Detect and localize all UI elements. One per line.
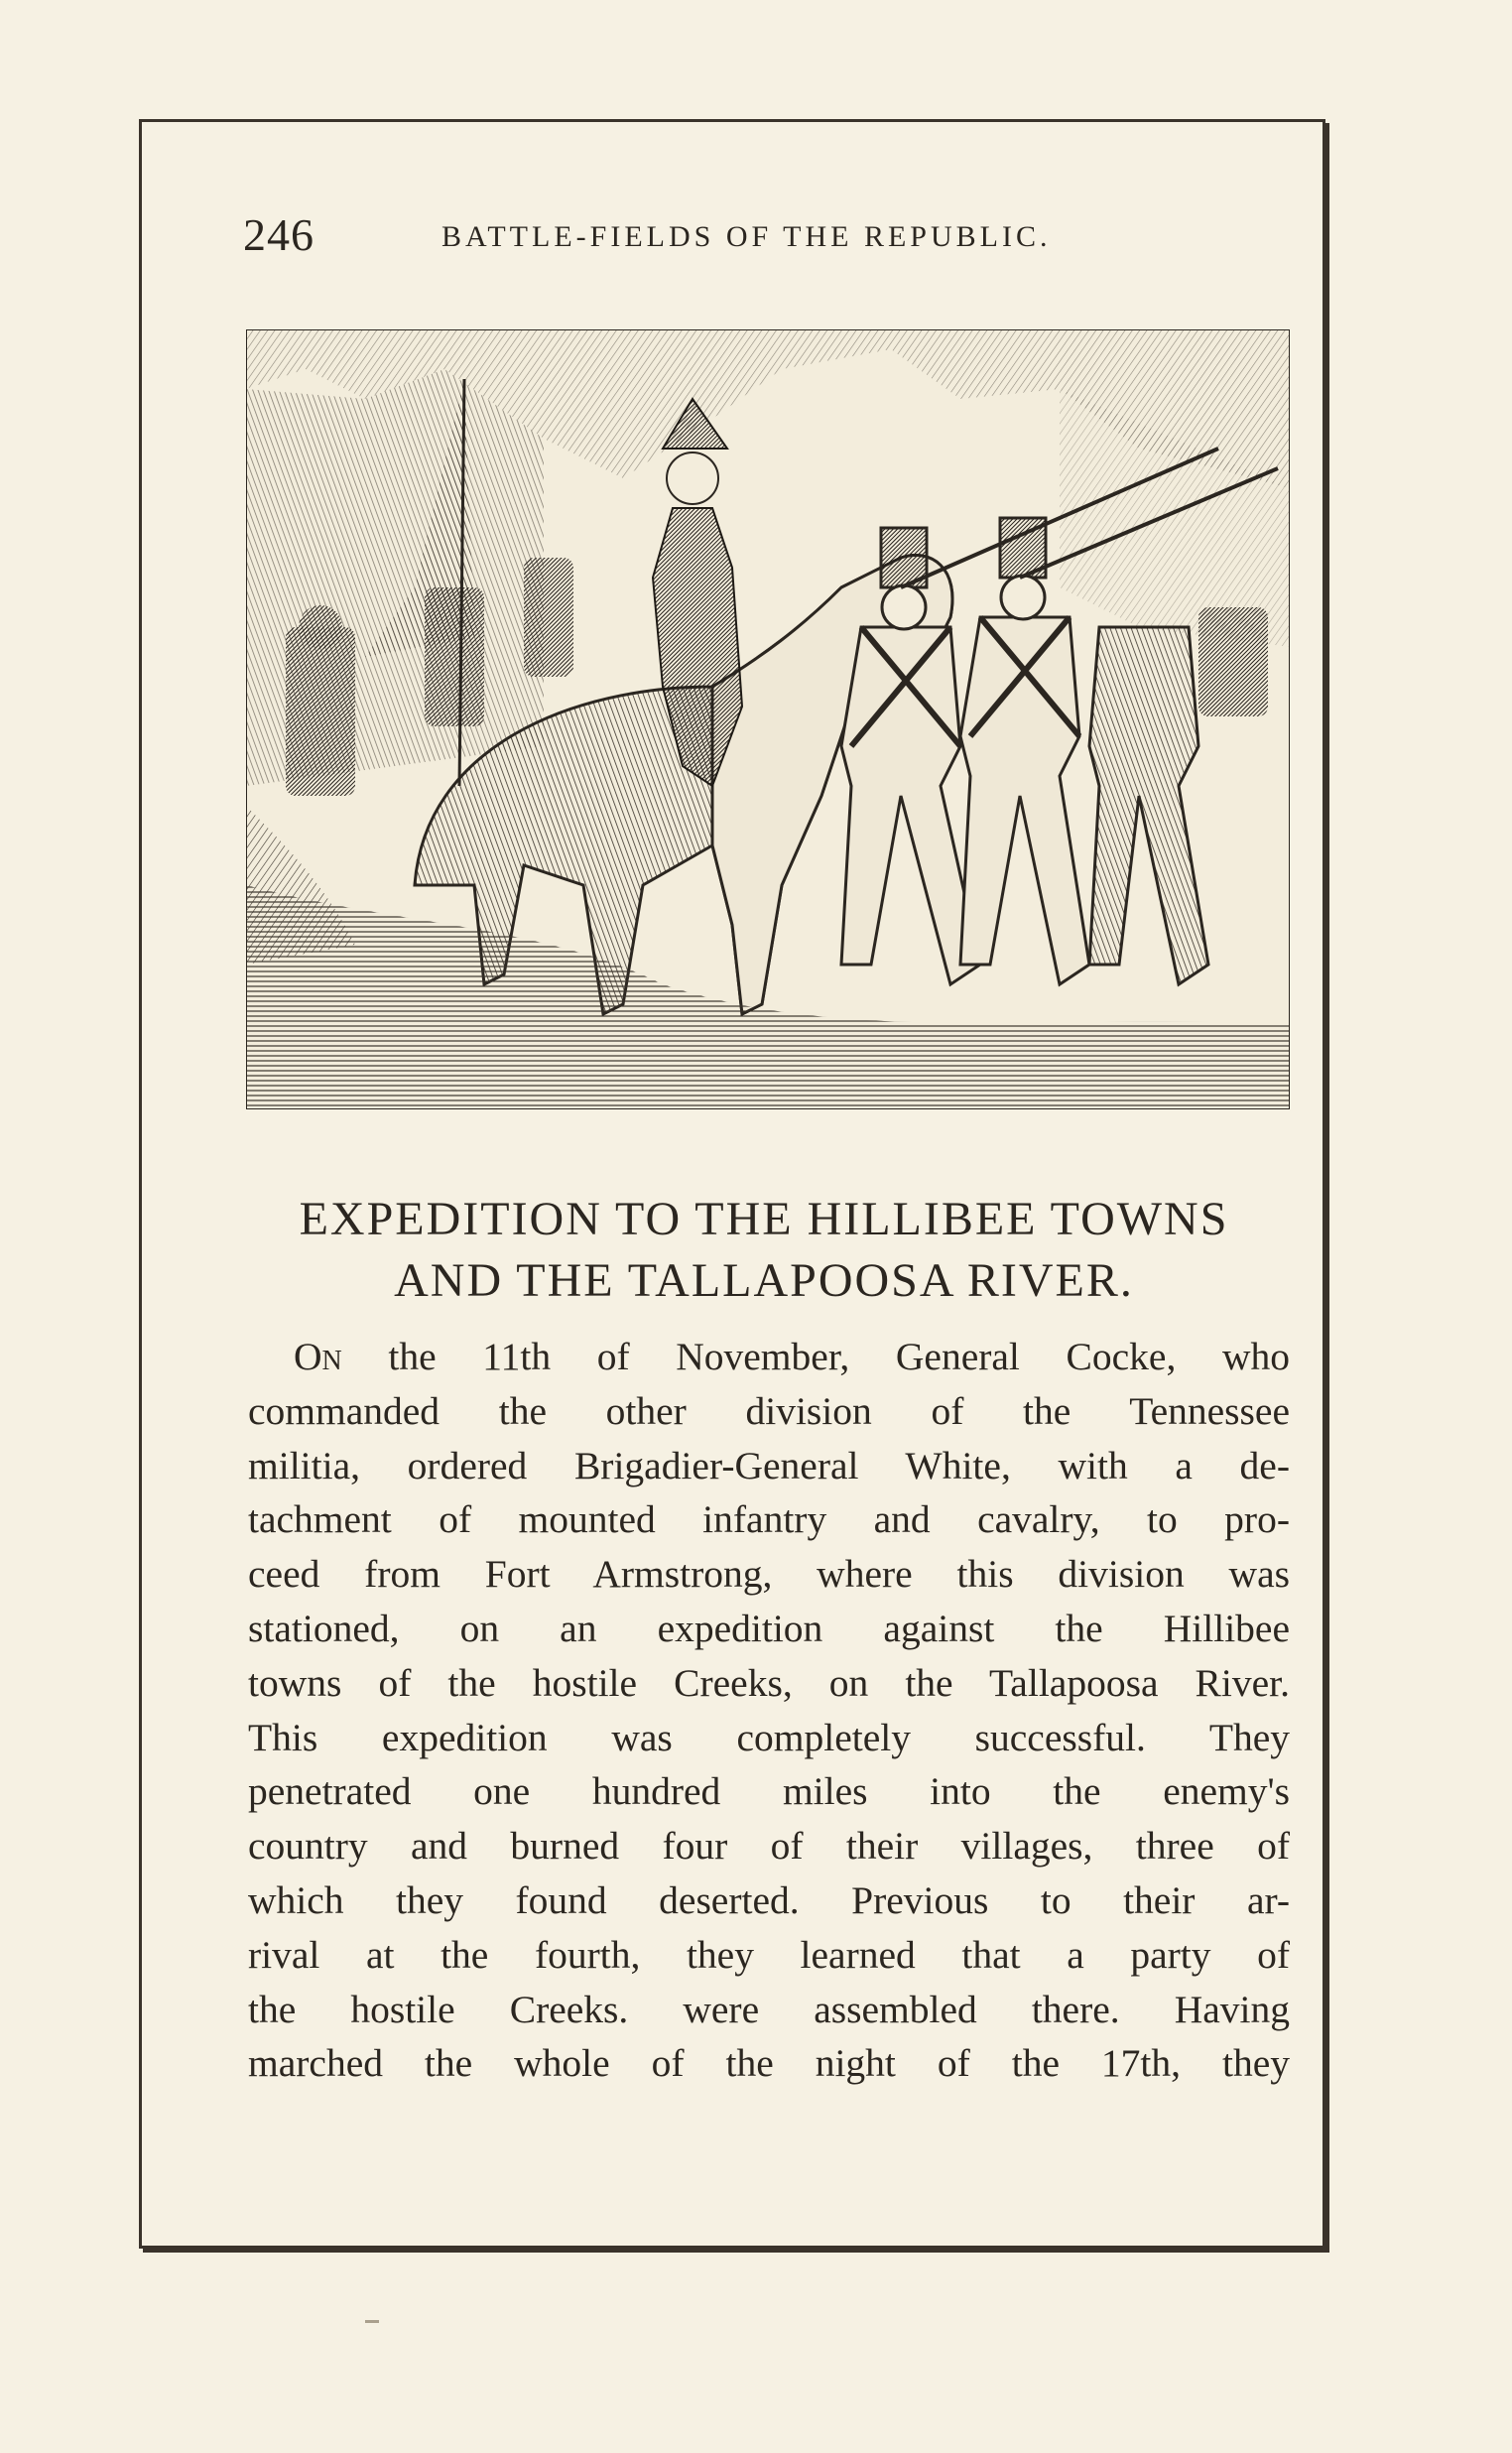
body-line: rival at the fourth, they learned that a party of [248, 1932, 1290, 1977]
body-line: commanded the other division of the Tennessee [248, 1388, 1290, 1433]
body-line: marched the whole of the night of the 17th, they [248, 2041, 1290, 2086]
chapter-title-line-1: EXPEDITION TO THE HILLIBEE TOWNS [299, 1193, 1229, 1245]
body-line: militia, ordered Brigadier-General White, with a de- [248, 1443, 1290, 1487]
body-line: stationed, on an expedition against the Hillibee [248, 1606, 1290, 1650]
engraving-mounted-officer-with-marching-soldiers-icon [246, 329, 1290, 1109]
body-line: towns of the hostile Creeks, on the Tallapoosa River. [248, 1660, 1290, 1705]
body-line: country and burned four of their villages, three of [248, 1824, 1290, 1869]
body-line: On the 11th of November, General Cocke, who [294, 1335, 1291, 1378]
chapter-title [228, 1189, 1300, 1312]
running-head [243, 208, 1285, 268]
body-line: penetrated one hundred miles into the enemy's [248, 1769, 1290, 1814]
chapter-title-line-2: AND THE TALLAPOOSA RIVER. [394, 1254, 1134, 1307]
engraving-illustration [246, 329, 1290, 1109]
body-line: tachment of mounted infantry and cavalry, to pro- [248, 1497, 1290, 1542]
body-line: ceed from Fort Armstrong, where this division was [248, 1552, 1290, 1597]
page-mark [365, 2320, 379, 2323]
body-line: which they found deserted. Previous to their ar- [248, 1877, 1290, 1922]
dropcap-word: On [294, 1335, 342, 1378]
body-line: the hostile Creeks. were assembled there. Having [248, 1987, 1290, 2031]
body-line: This expedition was completely successful. They [248, 1715, 1290, 1759]
running-title: BATTLE-FIELDS OF THE REPUBLIC. [441, 220, 1052, 253]
page-number: 246 [243, 209, 315, 260]
body-paragraph [248, 1330, 1290, 2091]
